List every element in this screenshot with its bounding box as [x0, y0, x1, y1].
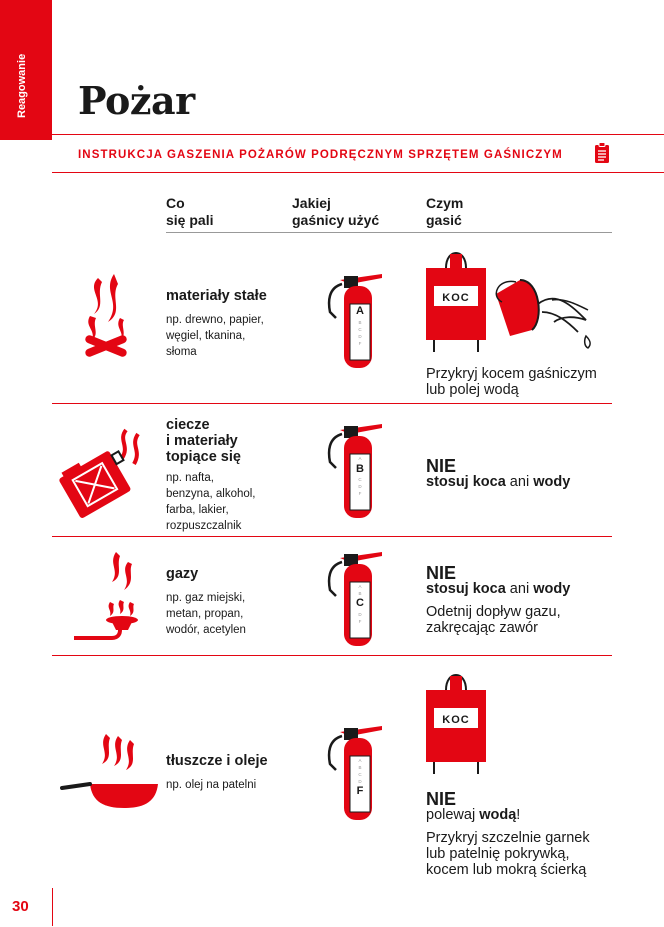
warning-bold: wody	[533, 474, 571, 490]
row-divider	[52, 655, 612, 656]
page-title: Pożar	[78, 78, 195, 123]
page-number: 30	[12, 898, 29, 915]
extinguisher-class-label: C	[356, 597, 364, 609]
warning-text	[426, 807, 520, 823]
column-header-method	[426, 195, 463, 229]
method-line: Przykryj kocem gaśniczym	[426, 366, 597, 382]
warning-plain: polewaj	[426, 807, 480, 823]
method-line: lub patelnię pokrywką,	[426, 846, 570, 862]
svg-text:A: A	[358, 758, 362, 763]
title-divider	[52, 134, 664, 135]
svg-text:A: A	[358, 584, 362, 589]
svg-text:C: C	[358, 477, 362, 482]
method-line: Przykryj szczelnie garnek	[426, 830, 590, 846]
svg-text:D: D	[358, 612, 362, 617]
method-solids	[426, 366, 597, 398]
side-tab-label: Reagowanie	[16, 53, 28, 118]
fire-blanket-icon	[424, 244, 488, 354]
method-line: kocem lub mokrą ścierką	[426, 862, 587, 878]
example-line: słoma	[166, 346, 197, 358]
svg-text:F: F	[358, 341, 362, 346]
subtitle: INSTRUKCJA GASZENIA POŻARÓW PODRĘCZNYM SPRZĘTEM GAŚNICZYM	[78, 149, 563, 161]
extinguisher-icon	[326, 418, 386, 520]
fire-blanket-label: KOC	[442, 292, 470, 304]
svg-text:C: C	[358, 327, 362, 332]
examples-liquids	[166, 470, 256, 534]
svg-text:C: C	[358, 772, 362, 777]
warning-bold: wodą	[479, 807, 517, 823]
method-fats	[426, 830, 590, 878]
example-line: metan, propan,	[166, 608, 244, 620]
method-line: zakręcając zawór	[426, 620, 539, 636]
frying-pan-icon	[60, 732, 164, 810]
clipboard-icon	[594, 142, 610, 164]
column-header-what-line1: Co	[166, 195, 185, 211]
example-line: farba, lakier,	[166, 504, 229, 516]
material-gases: gazy	[166, 566, 199, 582]
warning-bold: stosuj koca	[426, 581, 506, 597]
column-header-method-line2: gasić	[426, 212, 462, 228]
example-line: benzyna, alkohol,	[166, 488, 256, 500]
material-solids: materiały stałe	[166, 288, 267, 304]
warning-text	[426, 581, 570, 597]
material-fats: tłuszcze i oleje	[166, 753, 268, 769]
warning-plain: !	[516, 807, 521, 823]
extinguisher-class-label: F	[356, 785, 364, 797]
svg-text:F: F	[358, 491, 362, 496]
svg-text:B: B	[358, 765, 362, 770]
column-header-extinguisher-line1: Jakiej	[292, 195, 331, 211]
warning-nie: NIE	[426, 789, 457, 809]
warning-nie: NIE	[426, 456, 457, 476]
method-line: Odetnij dopływ gazu,	[426, 604, 561, 620]
svg-text:D: D	[358, 484, 362, 489]
example-line: węgiel, tkanina,	[166, 330, 246, 342]
warning-plain: ani	[505, 474, 534, 490]
examples-fats	[166, 777, 256, 793]
warning-nie: NIE	[426, 563, 457, 583]
subtitle-divider	[52, 172, 664, 173]
column-header-what-line2: się pali	[166, 212, 214, 228]
column-header-extinguisher-line2: gaśnicy użyć	[292, 212, 380, 228]
method-line: lub polej wodą	[426, 382, 519, 398]
example-line: np. drewno, papier,	[166, 314, 264, 326]
svg-text:B: B	[358, 320, 362, 325]
svg-text:D: D	[358, 779, 362, 784]
example-line: rozpuszczalnik	[166, 520, 242, 532]
fire-blanket-icon	[424, 664, 488, 776]
fire-blanket-label: KOC	[442, 714, 470, 726]
extinguisher-class-label: B	[356, 463, 364, 475]
column-header-extinguisher	[292, 195, 379, 229]
example-line: np. gaz miejski,	[166, 592, 246, 604]
example-line: np. olej na patelni	[166, 779, 257, 791]
method-gases	[426, 604, 561, 636]
canister-icon	[58, 426, 150, 516]
material-line: ciecze	[166, 417, 210, 433]
svg-text:D: D	[358, 334, 362, 339]
material-liquids	[166, 417, 241, 465]
extinguisher-icon	[326, 546, 386, 648]
material-line: i materiały	[166, 433, 238, 449]
warning-bold: wody	[533, 581, 571, 597]
extinguisher-icon	[326, 268, 386, 370]
warning-bold: stosuj koca	[426, 474, 506, 490]
examples-gases	[166, 590, 246, 638]
svg-text:B: B	[358, 591, 362, 596]
row-divider	[52, 536, 612, 537]
material-line: topiące się	[166, 449, 241, 465]
svg-text:A: A	[358, 456, 362, 461]
page-number-divider	[52, 888, 53, 926]
warning-plain: ani	[505, 581, 534, 597]
example-line: np. nafta,	[166, 472, 214, 484]
gas-burner-icon	[72, 550, 146, 642]
column-header-method-line1: Czym	[426, 195, 464, 211]
extinguisher-icon	[326, 720, 386, 822]
example-line: wodór, acetylen	[166, 624, 246, 636]
extinguisher-class-label: A	[356, 305, 364, 317]
header-divider	[166, 232, 612, 233]
row-divider	[52, 403, 612, 404]
svg-text:F: F	[358, 619, 362, 624]
bucket-icon	[492, 276, 596, 350]
side-tab	[0, 0, 52, 140]
fire-icon	[80, 272, 130, 364]
warning-text	[426, 474, 570, 490]
column-header-what	[166, 195, 213, 229]
examples-solids	[166, 312, 264, 360]
